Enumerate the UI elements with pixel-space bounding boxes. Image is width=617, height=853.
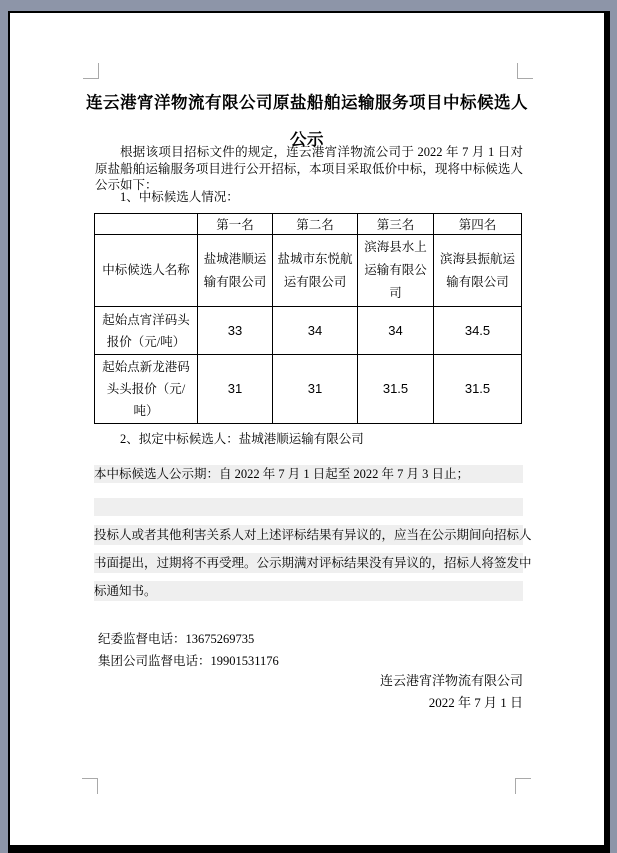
table-cell bbox=[198, 355, 273, 424]
signature-company: 连云港宵洋物流有限公司 bbox=[379, 673, 523, 688]
publicity-period-line: 本中标候选人公示期：自 2022 年 7 月 1 日起至 2022 年 7 月 3 日止； bbox=[94, 465, 523, 483]
table-header-row bbox=[95, 214, 522, 235]
table-cell bbox=[358, 307, 434, 355]
table-cell bbox=[358, 355, 434, 424]
price-value: 34 bbox=[388, 322, 403, 338]
group-supervision-phone: 集团公司监督电话：19901531176 bbox=[98, 654, 279, 668]
objection-line-3: 标通知书。 bbox=[94, 581, 523, 601]
crop-mark-bottom-right bbox=[515, 778, 531, 794]
table-cell: 滨海县振航运输有限公司 bbox=[434, 235, 522, 307]
table-cell bbox=[198, 307, 273, 355]
document-page bbox=[8, 11, 610, 853]
table-row-xinlonggang-price bbox=[95, 355, 522, 424]
table-cell: 盐城港顺运输有限公司 bbox=[198, 235, 273, 307]
signature-date: 2022 年 7 月 1 日 bbox=[428, 695, 523, 710]
table-cell: 盐城市东悦航运有限公司 bbox=[273, 235, 358, 307]
document-title-text: 连云港宵洋物流有限公司原盐船舶运输服务项目中标候选人公示 bbox=[86, 93, 528, 149]
table-cell bbox=[434, 355, 522, 424]
price-value: 31.5 bbox=[464, 381, 491, 396]
header-cell-empty bbox=[95, 214, 198, 235]
price-value: 31 bbox=[227, 381, 243, 396]
objection-line-1: 投标人或者其他利害关系人对上述评标结果有异议的，应当在公示期间向招标人 bbox=[94, 525, 523, 545]
price-value: 31.5 bbox=[382, 381, 409, 396]
intro-paragraph: 根据该项目招标文件的规定，连云港宵洋物流公司于 2022 年 7 月 1 日对原盐船舶运输服务项目进行公开招标，本项目采取低价中标，现将中标候选人公示如下： bbox=[95, 145, 523, 192]
crop-mark-bottom-left bbox=[82, 778, 98, 794]
price-value: 34.5 bbox=[464, 322, 491, 338]
header-cell-rank-3: 第三名 bbox=[358, 214, 434, 235]
header-cell-rank-2: 第二名 bbox=[273, 214, 358, 235]
page-content-area bbox=[10, 13, 604, 845]
table-row-candidate-names bbox=[95, 235, 522, 307]
section-1-heading: 1、中标候选人情况： bbox=[120, 190, 239, 204]
header-cell-rank-4: 第四名 bbox=[434, 214, 522, 235]
table-cell: 滨海县水上运输有限公司 bbox=[358, 235, 434, 307]
candidates-table bbox=[94, 213, 522, 424]
highlighted-blank-line bbox=[94, 498, 523, 516]
price-value: 34 bbox=[307, 322, 323, 338]
table-cell bbox=[273, 307, 358, 355]
crop-mark-top-left bbox=[83, 63, 99, 79]
discipline-supervision-phone: 纪委监督电话：13675269735 bbox=[98, 632, 255, 646]
row-label-candidate-name: 中标候选人名称 bbox=[95, 235, 198, 307]
table-cell bbox=[434, 307, 522, 355]
table-cell bbox=[273, 355, 358, 424]
objection-line-2: 书面提出，过期将不再受理。公示期满对评标结果没有异议的，招标人将签发中 bbox=[94, 553, 523, 573]
crop-mark-top-right bbox=[517, 63, 533, 79]
header-cell-rank-1: 第一名 bbox=[198, 214, 273, 235]
price-value: 31 bbox=[307, 381, 323, 396]
table-row-xiaoyang-price bbox=[95, 307, 522, 355]
signature-block bbox=[380, 670, 523, 714]
price-value: 33 bbox=[227, 322, 243, 338]
section-2-heading: 2、拟定中标候选人：盐城港顺运输有限公司 bbox=[120, 432, 364, 446]
row-label-xiaoyang-price: 起始点宵洋码头报价（元/吨） bbox=[95, 307, 198, 355]
row-label-xinlonggang-price: 起始点新龙港码头头报价（元/吨） bbox=[95, 355, 198, 424]
